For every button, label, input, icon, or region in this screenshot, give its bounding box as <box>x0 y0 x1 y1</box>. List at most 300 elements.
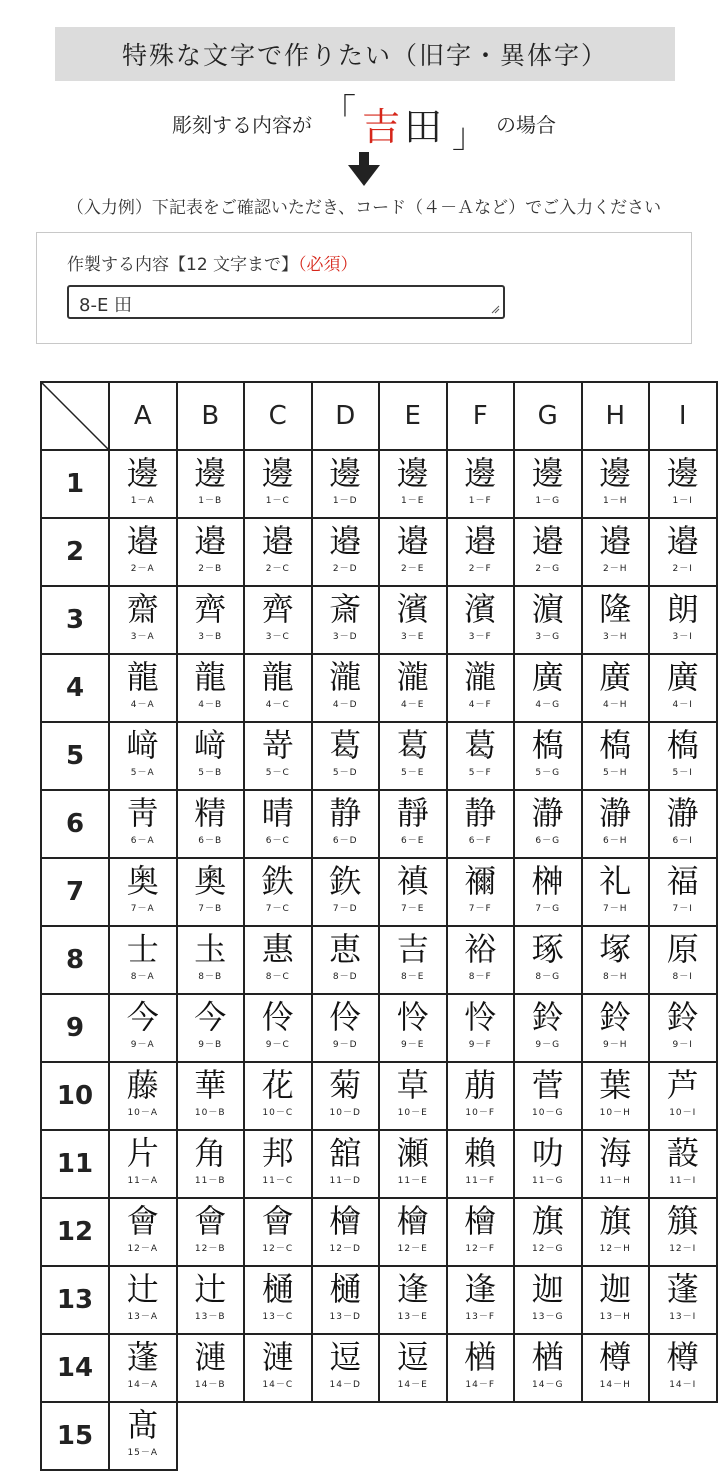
character-cell <box>649 450 717 518</box>
variant-character: 禛 <box>396 862 429 900</box>
variant-character: 楢 <box>464 1338 497 1376</box>
variant-character: 邉 <box>126 522 159 560</box>
character-code: 14－D <box>329 1380 361 1390</box>
variant-character: 瀞 <box>666 794 699 832</box>
row-header: 7 <box>41 858 109 926</box>
character-code: 4－H <box>603 700 628 710</box>
variant-character: 會 <box>126 1202 159 1240</box>
variant-character: 片 <box>126 1134 159 1172</box>
character-code: 1－I <box>672 496 693 506</box>
character-cell <box>514 586 582 654</box>
variant-character: 邊 <box>599 454 632 492</box>
variant-character: 原 <box>666 930 699 968</box>
character-cell <box>514 1266 582 1334</box>
character-code: 11－C <box>262 1176 294 1186</box>
table-row <box>41 1130 717 1198</box>
character-cell <box>312 994 380 1062</box>
character-code: 13－D <box>329 1312 361 1322</box>
variant-character: 廣 <box>531 658 564 696</box>
variant-character: 瀬 <box>396 1134 429 1172</box>
required-mark: （必須） <box>298 255 358 275</box>
character-code: 5－B <box>198 768 223 778</box>
variant-character: 斎 <box>329 590 362 628</box>
row-header: 8 <box>41 926 109 994</box>
variant-character: 旗 <box>599 1202 632 1240</box>
character-code: 8－E <box>401 972 425 982</box>
row-header: 5 <box>41 722 109 790</box>
character-cell <box>447 1334 515 1402</box>
character-cell <box>109 586 177 654</box>
character-code: 4－B <box>198 700 223 710</box>
variant-character: 今 <box>194 998 227 1036</box>
variant-character: 迦 <box>531 1270 564 1308</box>
character-cell <box>514 926 582 994</box>
variant-character: 邉 <box>666 522 699 560</box>
variant-character: 濵 <box>531 590 564 628</box>
row-header: 14 <box>41 1334 109 1402</box>
character-code: 5－I <box>672 768 693 778</box>
close-bracket: 」 <box>452 116 487 156</box>
character-cell <box>244 994 312 1062</box>
character-cell <box>379 1130 447 1198</box>
character-code: 3－C <box>265 632 290 642</box>
character-cell <box>109 450 177 518</box>
character-code: 10－F <box>465 1108 496 1118</box>
character-code: 8－A <box>130 972 155 982</box>
variant-character: 惠 <box>261 930 294 968</box>
variant-character: 奥 <box>126 862 159 900</box>
variant-character: 齊 <box>194 590 227 628</box>
character-code: 9－H <box>603 1040 628 1050</box>
character-cell <box>582 994 650 1062</box>
character-cell <box>244 1062 312 1130</box>
character-code: 14－B <box>194 1380 226 1390</box>
character-cell <box>177 926 245 994</box>
character-code: 11－G <box>532 1176 564 1186</box>
variant-character: 今 <box>126 998 159 1036</box>
character-code: 14－F <box>465 1380 496 1390</box>
character-code: 3－G <box>535 632 561 642</box>
empty-cell <box>312 1402 380 1470</box>
character-cell <box>649 1334 717 1402</box>
character-code: 6－A <box>130 836 155 846</box>
variant-character: 圡 <box>194 930 227 968</box>
character-cell <box>379 654 447 722</box>
character-cell <box>379 1062 447 1130</box>
character-cell <box>447 1130 515 1198</box>
variant-character: 齊 <box>261 590 294 628</box>
character-cell <box>514 722 582 790</box>
variant-character: 邦 <box>261 1134 294 1172</box>
character-cell <box>109 1402 177 1470</box>
character-code: 9－I <box>672 1040 693 1050</box>
variant-character: 靜 <box>396 794 429 832</box>
character-cell <box>514 790 582 858</box>
character-cell <box>379 586 447 654</box>
row-header: 11 <box>41 1130 109 1198</box>
variant-character: 廣 <box>599 658 632 696</box>
variant-character: 朗 <box>666 590 699 628</box>
character-cell <box>244 926 312 994</box>
table-row <box>41 1198 717 1266</box>
character-cell <box>649 1130 717 1198</box>
character-code: 2－H <box>603 564 628 574</box>
variant-character: 礼 <box>599 862 632 900</box>
character-cell <box>582 518 650 586</box>
character-code: 6－B <box>198 836 223 846</box>
engraving-form <box>36 232 692 344</box>
variant-character: 旗 <box>531 1202 564 1240</box>
character-code: 3－D <box>332 632 358 642</box>
character-code: 1－B <box>198 496 223 506</box>
character-cell <box>244 1334 312 1402</box>
variant-character-table <box>40 381 718 1471</box>
character-code: 2－G <box>535 564 561 574</box>
empty-cell <box>649 1402 717 1470</box>
character-cell <box>582 858 650 926</box>
character-code: 8－F <box>468 972 492 982</box>
character-code: 10－B <box>194 1108 226 1118</box>
character-cell <box>312 1130 380 1198</box>
character-code: 3－A <box>130 632 155 642</box>
character-cell <box>447 994 515 1062</box>
character-code: 2－F <box>468 564 492 574</box>
character-cell <box>177 518 245 586</box>
variant-character: 樋 <box>261 1270 294 1308</box>
character-code: 7－H <box>603 904 628 914</box>
character-code: 8－H <box>603 972 628 982</box>
variant-character: 齋 <box>126 590 159 628</box>
character-code: 9－G <box>535 1040 561 1050</box>
character-code: 5－E <box>401 768 425 778</box>
variant-character: 邉 <box>194 522 227 560</box>
character-code: 5－D <box>332 768 358 778</box>
character-code: 6－D <box>332 836 358 846</box>
character-code: 14－G <box>532 1380 564 1390</box>
column-header: H <box>582 382 650 450</box>
character-code: 14－A <box>127 1380 159 1390</box>
character-code: 7－I <box>672 904 693 914</box>
variant-character: 漣 <box>194 1338 227 1376</box>
column-header: G <box>514 382 582 450</box>
character-cell <box>379 994 447 1062</box>
character-cell <box>312 586 380 654</box>
character-cell <box>312 654 380 722</box>
variant-character: 逢 <box>396 1270 429 1308</box>
variant-character: 鉃 <box>329 862 362 900</box>
character-code: 13－E <box>397 1312 428 1322</box>
character-code: 9－C <box>265 1040 290 1050</box>
character-cell <box>582 1334 650 1402</box>
character-code: 1－D <box>332 496 358 506</box>
variant-character: 樽 <box>599 1338 632 1376</box>
character-code: 9－F <box>468 1040 492 1050</box>
character-code: 10－C <box>262 1108 294 1118</box>
character-code: 14－I <box>669 1380 697 1390</box>
character-code: 10－G <box>532 1108 564 1118</box>
variant-character: 龍 <box>261 658 294 696</box>
variant-character: 伶 <box>261 998 294 1036</box>
character-code: 10－E <box>397 1108 428 1118</box>
variant-character: 邉 <box>329 522 362 560</box>
variant-character: 邉 <box>531 522 564 560</box>
character-code: 12－E <box>397 1244 428 1254</box>
character-code: 5－C <box>265 768 290 778</box>
variant-character: 鈴 <box>599 998 632 1036</box>
character-cell <box>177 1062 245 1130</box>
table-corner <box>41 382 109 450</box>
variant-character: 塚 <box>599 930 632 968</box>
variant-character: 檜 <box>329 1202 362 1240</box>
variant-character: 芦 <box>666 1066 699 1104</box>
row-header: 10 <box>41 1062 109 1130</box>
variant-character: 葛 <box>464 726 497 764</box>
character-code: 12－G <box>532 1244 564 1254</box>
row-header: 13 <box>41 1266 109 1334</box>
character-cell <box>177 994 245 1062</box>
character-cell <box>312 518 380 586</box>
empty-cell <box>244 1402 312 1470</box>
character-cell <box>447 586 515 654</box>
row-header: 1 <box>41 450 109 518</box>
character-cell <box>109 1198 177 1266</box>
character-cell <box>447 518 515 586</box>
character-code: 4－I <box>672 700 693 710</box>
variant-character: 龍 <box>194 658 227 696</box>
character-cell <box>447 1062 515 1130</box>
character-cell <box>582 722 650 790</box>
character-code: 3－B <box>198 632 223 642</box>
character-code: 2－E <box>401 564 425 574</box>
character-code: 13－H <box>599 1312 631 1322</box>
character-cell <box>312 1062 380 1130</box>
engraving-input-value: 8-E 田 <box>79 295 133 316</box>
variant-character: 邊 <box>396 454 429 492</box>
variant-character: 邊 <box>531 454 564 492</box>
variant-character: 蓬 <box>126 1338 159 1376</box>
variant-character: 吉 <box>396 930 429 968</box>
character-cell <box>514 1130 582 1198</box>
variant-character: 晴 <box>261 794 294 832</box>
variant-character: 簱 <box>666 1202 699 1240</box>
character-code: 4－G <box>535 700 561 710</box>
variant-character: 龍 <box>126 658 159 696</box>
character-cell <box>177 1266 245 1334</box>
character-code: 3－H <box>603 632 628 642</box>
table-row <box>41 994 717 1062</box>
variant-character: 萠 <box>464 1066 497 1104</box>
character-code: 6－H <box>603 836 628 846</box>
variant-character: 恵 <box>329 930 362 968</box>
character-cell <box>582 1266 650 1334</box>
character-code: 13－A <box>127 1312 159 1322</box>
character-cell <box>649 790 717 858</box>
character-code: 9－E <box>401 1040 425 1050</box>
character-code: 5－G <box>535 768 561 778</box>
variant-character: 槗 <box>599 726 632 764</box>
engraving-input[interactable] <box>67 285 505 319</box>
character-cell <box>177 1198 245 1266</box>
character-cell <box>379 926 447 994</box>
character-code: 11－I <box>669 1176 697 1186</box>
character-cell <box>514 654 582 722</box>
example-prefix: 彫刻する内容が <box>171 112 312 137</box>
variant-character: 濱 <box>396 590 429 628</box>
character-code: 12－D <box>329 1244 361 1254</box>
variant-character: 﨑 <box>126 726 159 764</box>
variant-character: 菊 <box>329 1066 362 1104</box>
variant-character: 静 <box>329 794 362 832</box>
character-code: 12－H <box>599 1244 631 1254</box>
character-cell <box>312 722 380 790</box>
character-cell <box>582 926 650 994</box>
character-code: 7－A <box>130 904 155 914</box>
character-code: 1－F <box>468 496 492 506</box>
character-cell <box>109 722 177 790</box>
variant-character: 瀧 <box>464 658 497 696</box>
character-cell <box>447 450 515 518</box>
character-code: 11－H <box>599 1176 631 1186</box>
character-code: 2－I <box>672 564 693 574</box>
column-header: D <box>312 382 380 450</box>
character-cell <box>514 450 582 518</box>
example-name-char1: 吉 <box>361 104 404 149</box>
variant-character: 華 <box>194 1066 227 1104</box>
character-code: 13－B <box>194 1312 226 1322</box>
row-header: 15 <box>41 1402 109 1470</box>
character-cell <box>379 1266 447 1334</box>
column-header: A <box>109 382 177 450</box>
character-cell <box>109 994 177 1062</box>
character-code: 1－E <box>401 496 425 506</box>
character-cell <box>582 790 650 858</box>
variant-character: 逗 <box>329 1338 362 1376</box>
variant-character: 鈴 <box>666 998 699 1036</box>
variant-character: 樋 <box>329 1270 362 1308</box>
character-cell <box>649 1062 717 1130</box>
character-code: 13－I <box>669 1312 697 1322</box>
column-header: C <box>244 382 312 450</box>
character-cell <box>379 450 447 518</box>
variant-character: 濱 <box>464 590 497 628</box>
character-code: 14－E <box>397 1380 428 1390</box>
table-row <box>41 654 717 722</box>
character-cell <box>649 1198 717 1266</box>
resize-grip-icon[interactable] <box>491 305 500 314</box>
character-code: 6－I <box>672 836 693 846</box>
variant-character: 海 <box>599 1134 632 1172</box>
character-cell <box>649 994 717 1062</box>
character-cell <box>177 790 245 858</box>
variant-character: 藤 <box>126 1066 159 1104</box>
variant-character: 花 <box>261 1066 294 1104</box>
variant-character: 邊 <box>666 454 699 492</box>
character-cell <box>649 722 717 790</box>
variant-character: 草 <box>396 1066 429 1104</box>
variant-character: 瀞 <box>599 794 632 832</box>
empty-cell <box>379 1402 447 1470</box>
character-cell <box>109 790 177 858</box>
character-cell <box>514 1198 582 1266</box>
character-code: 8－C <box>265 972 290 982</box>
variant-character: 鉄 <box>261 862 294 900</box>
variant-character: 楢 <box>531 1338 564 1376</box>
form-label <box>67 250 358 275</box>
character-code: 7－D <box>332 904 358 914</box>
character-cell <box>379 1334 447 1402</box>
variant-character: 角 <box>194 1134 227 1172</box>
variant-character: 邊 <box>126 454 159 492</box>
instruction-text: （入力例）下記表をご確認いただき、コード（４－Ａなど）でご入力ください <box>66 198 662 218</box>
character-cell <box>582 586 650 654</box>
character-code: 9－A <box>130 1040 155 1050</box>
character-code: 4－C <box>265 700 290 710</box>
character-cell <box>514 518 582 586</box>
character-code: 5－A <box>130 768 155 778</box>
character-cell <box>177 722 245 790</box>
variant-character: 蔎 <box>666 1134 699 1172</box>
variant-character: 瀧 <box>396 658 429 696</box>
variant-character: 精 <box>194 794 227 832</box>
variant-character: 鈴 <box>531 998 564 1036</box>
variant-character: 漣 <box>261 1338 294 1376</box>
character-cell <box>244 450 312 518</box>
example-line <box>0 92 728 156</box>
character-cell <box>514 858 582 926</box>
character-cell <box>582 450 650 518</box>
character-code: 11－E <box>397 1176 428 1186</box>
character-code: 15－A <box>127 1448 159 1458</box>
variant-character: 伶 <box>329 998 362 1036</box>
row-header: 3 <box>41 586 109 654</box>
character-cell <box>447 722 515 790</box>
character-code: 12－C <box>262 1244 294 1254</box>
empty-cell <box>177 1402 245 1470</box>
character-code: 2－D <box>332 564 358 574</box>
variant-character: 菅 <box>531 1066 564 1104</box>
variant-character: 裕 <box>464 930 497 968</box>
table-row <box>41 586 717 654</box>
character-code: 9－D <box>332 1040 358 1050</box>
character-code: 3－I <box>672 632 693 642</box>
character-code: 8－G <box>535 972 561 982</box>
character-cell <box>109 1334 177 1402</box>
character-code: 2－C <box>265 564 290 574</box>
table-row <box>41 722 717 790</box>
character-cell <box>177 450 245 518</box>
character-cell <box>312 1198 380 1266</box>
column-header: F <box>447 382 515 450</box>
variant-character: 邊 <box>194 454 227 492</box>
table-row <box>41 790 717 858</box>
character-cell <box>649 654 717 722</box>
variant-character: 檜 <box>396 1202 429 1240</box>
page-title: 特殊な文字で作りたい（旧字・異体字） <box>55 27 675 81</box>
character-code: 10－I <box>669 1108 697 1118</box>
character-code: 11－D <box>329 1176 361 1186</box>
character-cell <box>649 586 717 654</box>
variant-character: 葛 <box>329 726 362 764</box>
character-code: 13－G <box>532 1312 564 1322</box>
character-code: 7－G <box>535 904 561 914</box>
variant-character: 蓬 <box>666 1270 699 1308</box>
variant-character: 隆 <box>599 590 632 628</box>
character-cell <box>109 1062 177 1130</box>
character-cell <box>109 518 177 586</box>
character-code: 4－E <box>401 700 425 710</box>
character-code: 1－A <box>130 496 155 506</box>
character-code: 6－G <box>535 836 561 846</box>
